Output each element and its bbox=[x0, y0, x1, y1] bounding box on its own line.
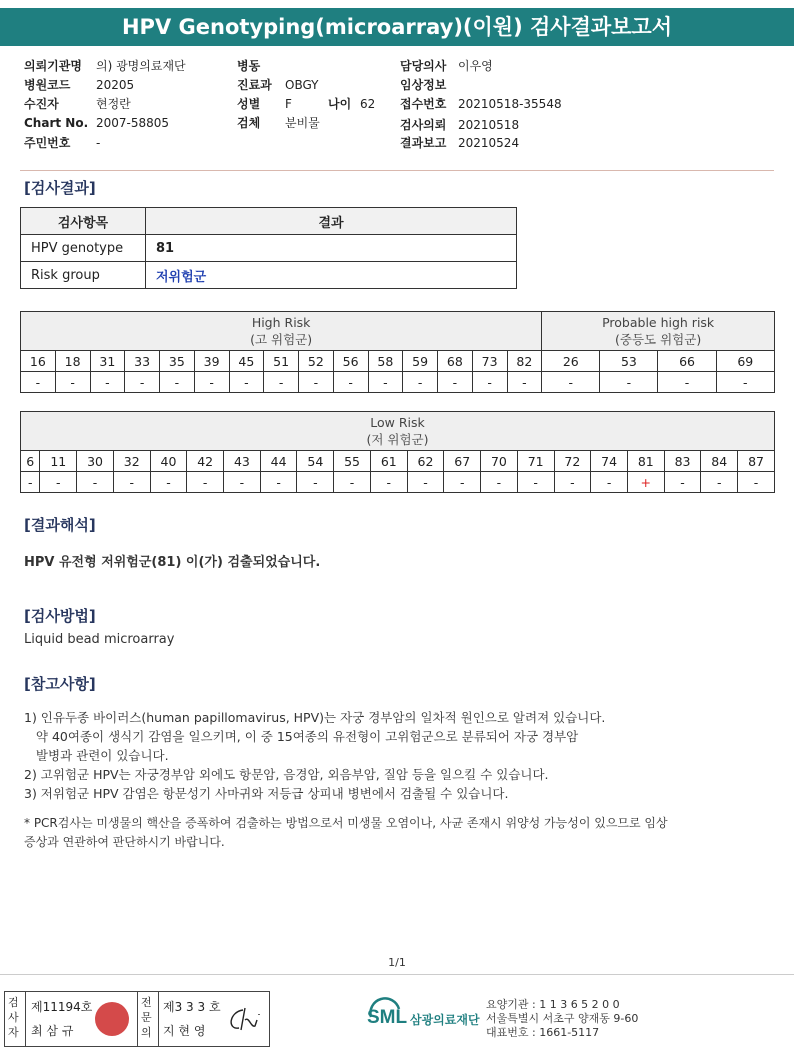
genotype-result: - bbox=[21, 372, 56, 393]
genotype-cell: 73 bbox=[472, 351, 507, 372]
result-item: Risk group bbox=[21, 262, 146, 289]
type-row bbox=[21, 351, 775, 372]
reference-line: 발병과 관련이 있습니다. bbox=[24, 748, 169, 763]
genotype-result: - bbox=[113, 472, 150, 493]
risk-group-title: Probable high risk bbox=[602, 315, 715, 330]
genotype-cell: 83 bbox=[664, 451, 701, 472]
info-label: 검사의뢰 bbox=[400, 118, 447, 132]
org-code: 요양기관 : 1 1 3 6 5 2 0 0 bbox=[486, 998, 620, 1011]
genotype-cell: 53 bbox=[600, 351, 658, 372]
genotype-result: - bbox=[333, 372, 368, 393]
signature-box bbox=[4, 991, 270, 1047]
note-line: * PCR검사는 미생물의 핵산을 증폭하여 검출하는 방법으로서 미생물 오염이나, 사균 존재시 위양성 가능성이 있으므로 임상 bbox=[24, 816, 668, 830]
high-risk-table bbox=[20, 311, 775, 393]
org-address: 서울특별시 서초구 양재동 9-60 bbox=[486, 1012, 639, 1025]
specialist-license: 제3 3 3 호 bbox=[163, 1000, 221, 1014]
genotype-cell: 32 bbox=[113, 451, 150, 472]
genotype-result: - bbox=[264, 372, 299, 393]
info-label: 접수번호 bbox=[400, 97, 447, 111]
info-label: 진료과 bbox=[237, 78, 272, 92]
genotype-result: - bbox=[370, 472, 407, 493]
genotype-result: - bbox=[517, 472, 554, 493]
seal-stamp-icon bbox=[95, 1002, 129, 1036]
info-value: 현정란 bbox=[96, 97, 131, 111]
examiner-name: 최 삼 규 bbox=[31, 1024, 74, 1038]
genotype-cell: 68 bbox=[438, 351, 473, 372]
genotype-cell: 18 bbox=[55, 351, 90, 372]
info-field bbox=[400, 134, 519, 151]
genotype-result: - bbox=[716, 372, 774, 393]
genotype-cell: 87 bbox=[738, 451, 775, 472]
genotype-result: - bbox=[40, 472, 77, 493]
reference-line: 2) 고위험군 HPV는 자궁경부암 외에도 항문암, 음경암, 외음부암, 질암 등을 일으킬 수 있습니다. bbox=[24, 767, 549, 782]
info-field bbox=[24, 95, 131, 112]
info-field bbox=[400, 76, 458, 93]
info-label: 임상정보 bbox=[400, 78, 447, 92]
genotype-result: - bbox=[21, 472, 40, 493]
examiner-label: 검사자 bbox=[8, 996, 19, 1039]
risk-group-header bbox=[542, 312, 775, 351]
info-field-age bbox=[328, 95, 375, 112]
info-label: 의뢰기관명 bbox=[24, 59, 82, 73]
genotype-result: - bbox=[150, 472, 187, 493]
genotype-result: - bbox=[229, 372, 264, 393]
genotype-result: - bbox=[600, 372, 658, 393]
genotype-cell: 45 bbox=[229, 351, 264, 372]
section-result-title: [검사결과] bbox=[24, 179, 96, 197]
genotype-result: + bbox=[627, 472, 664, 493]
report-title: HPV Genotyping(microarray)(이원) 검사결과보고서 bbox=[0, 8, 794, 46]
low-risk-table bbox=[20, 411, 775, 493]
page-number: 1/1 bbox=[388, 956, 406, 969]
info-field bbox=[400, 57, 493, 74]
genotype-cell: 31 bbox=[90, 351, 125, 372]
info-field bbox=[237, 95, 292, 112]
footer bbox=[0, 977, 794, 1054]
genotype-cell: 62 bbox=[407, 451, 444, 472]
sml-logo-icon: SML bbox=[365, 995, 405, 1035]
genotype-cell: 67 bbox=[444, 451, 481, 472]
genotype-cell: 35 bbox=[160, 351, 195, 372]
genotype-cell: 66 bbox=[658, 351, 716, 372]
genotype-result: - bbox=[738, 472, 775, 493]
type-row bbox=[21, 451, 775, 472]
genotype-result: - bbox=[542, 372, 600, 393]
info-field bbox=[400, 116, 519, 133]
info-value: 20210518 bbox=[458, 118, 520, 132]
genotype-cell: 33 bbox=[125, 351, 160, 372]
info-value: 20210524 bbox=[458, 136, 520, 150]
info-field bbox=[237, 114, 320, 131]
risk-group-title: High Risk bbox=[251, 315, 311, 330]
info-label: 결과보고 bbox=[400, 136, 447, 150]
genotype-result: - bbox=[472, 372, 507, 393]
info-value: 분비물 bbox=[285, 116, 320, 130]
genotype-result: - bbox=[224, 472, 261, 493]
risk-group-value: 저위험군 bbox=[146, 262, 517, 289]
genotype-result: - bbox=[591, 472, 628, 493]
risk-group-subtitle: (중등도 위험군) bbox=[615, 332, 702, 347]
genotype-cell: 30 bbox=[77, 451, 114, 472]
genotype-cell: 40 bbox=[150, 451, 187, 472]
genotype-result: - bbox=[334, 472, 371, 493]
genotype-result: - bbox=[438, 372, 473, 393]
genotype-result: - bbox=[368, 372, 403, 393]
genotype-cell: 26 bbox=[542, 351, 600, 372]
info-label: 담당의사 bbox=[400, 59, 447, 73]
genotype-result: - bbox=[299, 372, 334, 393]
info-field bbox=[24, 116, 169, 130]
pcr-note bbox=[24, 814, 668, 852]
info-label: 병동 bbox=[237, 59, 261, 73]
section-interpretation-title: [결과해석] bbox=[24, 516, 96, 534]
genotype-cell: 56 bbox=[333, 351, 368, 372]
org-name: 삼광의료재단 bbox=[410, 1013, 480, 1027]
genotype-cell: 16 bbox=[21, 351, 56, 372]
divider bbox=[20, 170, 774, 171]
result-value: 81 bbox=[146, 235, 517, 262]
method-text: Liquid bead microarray bbox=[24, 632, 175, 647]
genotype-result: - bbox=[90, 372, 125, 393]
result-row bbox=[21, 372, 775, 393]
result-row bbox=[21, 472, 775, 493]
genotype-result: - bbox=[407, 472, 444, 493]
reference-line: 약 40여종이 생식기 감염을 일으키며, 이 중 15여종의 유전형이 고위험군으로 분류되어 자궁 경부암 bbox=[24, 729, 579, 744]
genotype-cell: 72 bbox=[554, 451, 591, 472]
genotype-result: - bbox=[260, 472, 297, 493]
group-header-row bbox=[21, 312, 775, 351]
org-phone: 대표번호 : 1661-5117 bbox=[486, 1026, 600, 1039]
genotype-result: - bbox=[125, 372, 160, 393]
genotype-cell: 42 bbox=[187, 451, 224, 472]
risk-group-header bbox=[21, 312, 542, 351]
group-header-row bbox=[21, 412, 775, 451]
genotype-cell: 11 bbox=[40, 451, 77, 472]
info-value: 의) 광명의료재단 bbox=[96, 59, 186, 73]
info-value: 62 bbox=[360, 97, 376, 111]
info-field bbox=[24, 57, 186, 74]
info-field bbox=[24, 134, 100, 151]
result-item: HPV genotype bbox=[21, 235, 146, 262]
info-value: 이우영 bbox=[458, 59, 493, 73]
genotype-cell: 61 bbox=[370, 451, 407, 472]
info-value: OBGY bbox=[285, 78, 319, 92]
genotype-cell: 44 bbox=[260, 451, 297, 472]
info-label: 주민번호 bbox=[24, 136, 71, 150]
result-table bbox=[20, 207, 517, 289]
genotype-cell: 81 bbox=[627, 451, 664, 472]
info-label: 병원코드 bbox=[24, 78, 71, 92]
info-field bbox=[237, 76, 319, 93]
genotype-result: - bbox=[403, 372, 438, 393]
info-label: 수진자 bbox=[24, 97, 59, 111]
genotype-cell: 84 bbox=[701, 451, 738, 472]
genotype-result: - bbox=[77, 472, 114, 493]
risk-group-title: Low Risk bbox=[370, 415, 425, 430]
info-label: 검체 bbox=[237, 116, 261, 130]
reference-line: 3) 저위험군 HPV 감염은 항문성기 사마귀와 저등급 상피내 병변에서 검출될 수 있습니다. bbox=[24, 786, 509, 801]
specialist-label: 전문의 bbox=[141, 996, 152, 1039]
genotype-cell: 71 bbox=[517, 451, 554, 472]
genotype-result: - bbox=[481, 472, 518, 493]
genotype-cell: 59 bbox=[403, 351, 438, 372]
specialist-name: 지 현 영 bbox=[163, 1024, 206, 1038]
genotype-result: - bbox=[194, 372, 229, 393]
genotype-result: - bbox=[658, 372, 716, 393]
genotype-cell: 51 bbox=[264, 351, 299, 372]
note-line: 증상과 연관하여 판단하시기 바랍니다. bbox=[24, 835, 225, 849]
genotype-cell: 82 bbox=[507, 351, 542, 372]
genotype-result: - bbox=[554, 472, 591, 493]
result-head-result: 결과 bbox=[146, 208, 517, 235]
genotype-cell: 52 bbox=[299, 351, 334, 372]
reference-line: 1) 인유두종 바이러스(human papillomavirus, HPV)는 자궁 경부암의 일차적 원인으로 알려져 있습니다. bbox=[24, 710, 606, 725]
risk-group-subtitle: (저 위험군) bbox=[366, 432, 429, 447]
info-label: 성별 bbox=[237, 97, 261, 111]
genotype-cell: 39 bbox=[194, 351, 229, 372]
info-field bbox=[24, 76, 134, 93]
genotype-result: - bbox=[297, 472, 334, 493]
genotype-cell: 74 bbox=[591, 451, 628, 472]
info-field bbox=[237, 57, 285, 74]
genotype-result: - bbox=[187, 472, 224, 493]
reference-text bbox=[24, 708, 605, 803]
genotype-cell: 70 bbox=[481, 451, 518, 472]
org-info bbox=[486, 998, 638, 1040]
info-value: 20210518-35548 bbox=[458, 97, 562, 111]
section-reference-title: [참고사항] bbox=[24, 675, 96, 693]
genotype-cell: 43 bbox=[224, 451, 261, 472]
genotype-result: - bbox=[507, 372, 542, 393]
info-value: - bbox=[96, 136, 101, 150]
table-row bbox=[21, 235, 517, 262]
signature-icon bbox=[225, 1006, 263, 1034]
genotype-result: - bbox=[160, 372, 195, 393]
genotype-cell: 55 bbox=[334, 451, 371, 472]
interpretation-text: HPV 유전형 저위험군(81) 이(가) 검출되었습니다. bbox=[24, 555, 321, 570]
footer-divider bbox=[0, 974, 794, 975]
info-value: 20205 bbox=[96, 78, 135, 92]
table-row bbox=[21, 262, 517, 289]
genotype-cell: 58 bbox=[368, 351, 403, 372]
info-label: Chart No. bbox=[24, 116, 89, 130]
risk-group-subtitle: (고 위험군) bbox=[250, 332, 313, 347]
genotype-result: - bbox=[55, 372, 90, 393]
genotype-result: - bbox=[664, 472, 701, 493]
examiner-license: 제11194호 bbox=[31, 1000, 93, 1014]
genotype-cell: 54 bbox=[297, 451, 334, 472]
risk-group-header bbox=[21, 412, 775, 451]
info-label: 나이 bbox=[328, 97, 352, 111]
genotype-cell: 6 bbox=[21, 451, 40, 472]
genotype-result: - bbox=[444, 472, 481, 493]
info-field bbox=[400, 95, 562, 112]
info-value: 2007-58805 bbox=[96, 116, 170, 130]
info-value: F bbox=[285, 97, 292, 111]
section-method-title: [검사방법] bbox=[24, 607, 96, 625]
genotype-result: - bbox=[701, 472, 738, 493]
result-head-item: 검사항목 bbox=[21, 208, 146, 235]
genotype-cell: 69 bbox=[716, 351, 774, 372]
